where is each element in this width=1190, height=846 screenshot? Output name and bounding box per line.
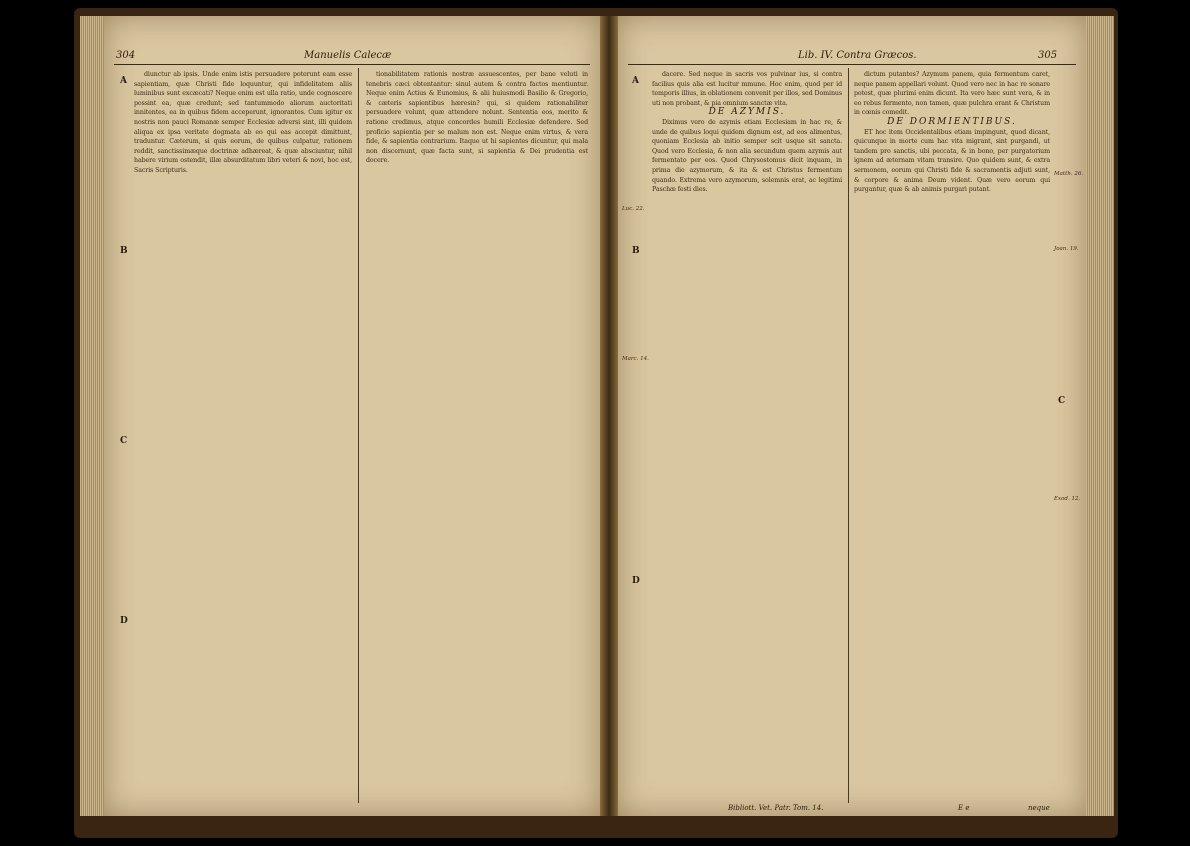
section-letter-c: C: [120, 436, 128, 446]
left-running-head: Manuelis Calecæ: [304, 50, 392, 61]
heading-de-dormientibus: DE DORMIENTIBUS.: [887, 116, 1017, 127]
left-page-number: 304: [116, 50, 136, 61]
left-header-rule: [114, 64, 590, 65]
left-col2-text: tionabilitatem rationis nostræ assuescentes, per bane veluti in tenebris cæci obtentantur: sinul autem & contra factos mentiuntur. Neque enim Actius & Eunomius, & alii huiusmodi Basilio & Gregorio, & cæteris sapientibus hæresin? qui, si quidem rationabiliter persuadere volunt, quæ attendere nolunt. Sententia eos, merito & ratione credimus, atque concordes humili Ecclesiæ defendere. Sed proficio sapientia per se malum non est. Neque enim virtus, & vera fide, & sapientia contrarium. Itaque ut hi sapientes dicuntur, qui mala non discernunt, quæ facta sunt, si sapientia & Dei prudentia est docere.: [366, 71, 588, 165]
right-page-edges: [1086, 16, 1114, 816]
right-header-rule: [628, 64, 1076, 65]
margin-note: Marc. 14.: [622, 356, 649, 362]
book-gutter: [600, 16, 618, 816]
section-letter-d: D: [632, 576, 640, 586]
left-column-divider: [358, 68, 359, 803]
right-column-2: [854, 70, 1050, 800]
right-page-number: 305: [1038, 50, 1058, 61]
margin-note: Exod. 12.: [1054, 496, 1081, 502]
section-letter-b: B: [632, 246, 640, 256]
right-page: [618, 16, 1086, 816]
section-letter-b: B: [120, 246, 128, 256]
right-column-1: [652, 70, 842, 800]
left-page-edges: [80, 16, 104, 816]
right-column-divider: [848, 68, 849, 803]
footer-note: Bibliott. Vet. Patr. Tom. 14.: [728, 804, 824, 812]
section-letter-c: C: [1058, 396, 1066, 406]
left-col1-text: diunctur ab ipsis. Unde enim istis persuadere poterunt eam esse sapientiam, quæ Christi fide loquuntur, qui infidelitatem aliis luminibus sunt excæcati? Neque enim est ulla ratio, unde cognoscere possint ea, quæ credunt; sed tantummodo aliorum auctoritati innitentes, ea in quibus fidem acceperunt, ignorantes. Cum igitur ex nostris non pauci Romanæ semper Ecclesiæ adversi sint, illi quidem aliqua ex ipsa veritate dogmata ab eo qui eas accepit dimittunt, traduntur. Cæterum, si quis eorum, de quibus culpatur, rationem reddit, sanctissimæque doctrinæ adhæreat, & quæ absciuntur, nihil habere virium ostendit, illæ absurditatum libri veteri & novi, hoc est, Sacris Scripturis.: [134, 71, 352, 174]
left-page: [104, 16, 600, 816]
right-col1-body: Diximus vero de azymis etiam Ecclesiam in hac re, & unde de quibus loqui quidem dignum est, ad eos alimentus, quoniam Ecclesia ab initio semper scit usque sit sancta. Quod vero Ecclesia, & non alia secundum quem azymis aut fermentato per eos. Quod Chrysostomus dicit inquam, in prima die azymorum, & ita & est Christus fermentum quando. Extrema vero azymorum, solemnis erat, ac legitimi Paschæ festi dies.: [652, 118, 842, 194]
section-letter-a: A: [120, 76, 127, 86]
margin-note: Matth. 26.: [1054, 171, 1084, 177]
section-letter-d: D: [120, 616, 128, 626]
signature-mark: E e: [958, 804, 970, 812]
right-col2-body: ET hoc item Occidentalibus etiam impingunt, quod dicant, quicunque in morte cum hac vita migrant, sint purgandi, ut tandem pro sanctis, ubi peccata, & in bono, per purgatorium ignem ad æternam vitam transire. Quo quidem sunt, & extra sermonem, eorum qui Christi fide & sacramentis adjuti sunt, & corpore & anima Deum vident. Quæ vero eorum qui purgantur, quæ & ab animis purgari putant.: [854, 128, 1050, 194]
catch-word: neque: [1028, 804, 1050, 812]
margin-note: Joan. 19.: [1054, 246, 1079, 252]
right-running-head: Lib. IV. Contra Græcos.: [798, 50, 917, 61]
margin-note: Luc. 22.: [622, 206, 645, 212]
left-column-1: [134, 70, 352, 800]
right-col1-top: dacere. Sed neque in sacris vos pulvinar ius, si contra facilius quis alia est lucitur mmune. Hoc enim, quod per id temporis illius, in oblationem convenit per illos, sed Dominus uti non probant, & pia omnium sanctæ vita.: [652, 71, 842, 107]
left-column-2: [366, 70, 588, 800]
right-col2-top: dictum putantes? Azymum panem, quia fermentum caret, neque panem appellari volunt. Quod vero nec in hac re sonare potest, quæ plurimi enim dicunt. Ita vero hæc sunt vera, & in eo rebus fermento, non tamen, quæ pulchra erant & Christum in cœnis comedit.: [854, 71, 1050, 117]
section-letter-a: A: [632, 76, 639, 86]
heading-de-azymis: DE AZYMIS.: [708, 107, 786, 118]
